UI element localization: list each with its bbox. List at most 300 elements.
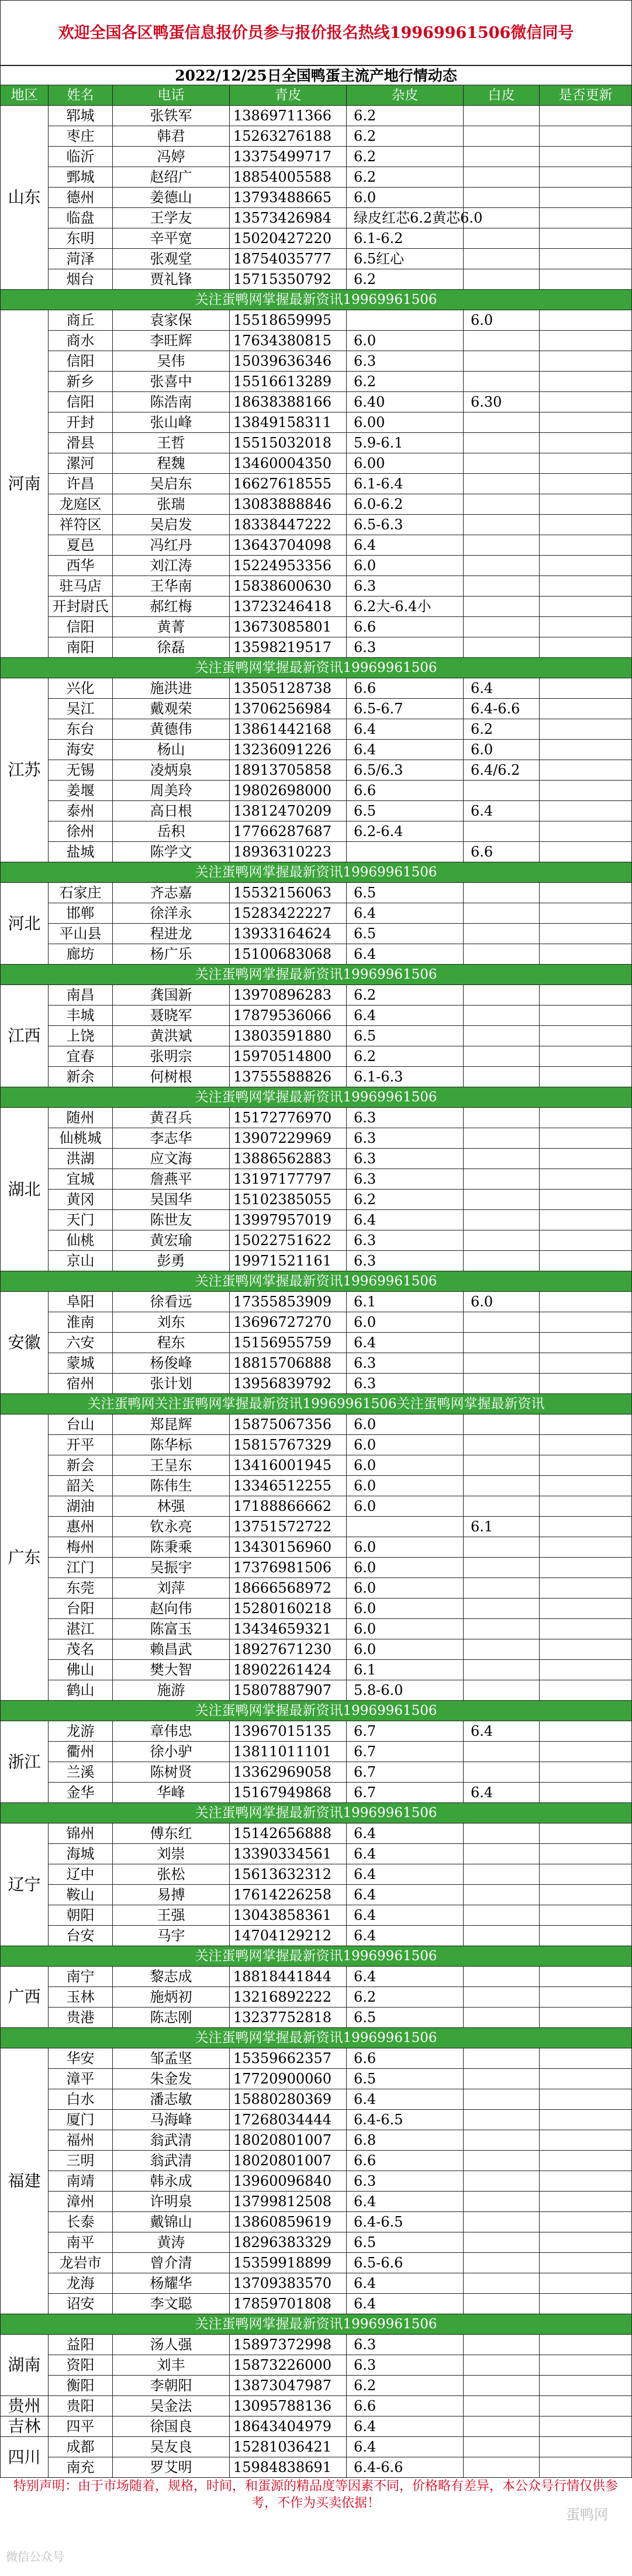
mixed-shell-price <box>464 1844 540 1864</box>
phone[interactable]: 13598219517 <box>230 637 347 658</box>
phone[interactable]: 17634380815 <box>230 331 347 351</box>
white-shell-price <box>540 433 632 453</box>
phone[interactable]: 15102385055 <box>230 1190 347 1210</box>
phone[interactable]: 13849158311 <box>230 412 347 433</box>
mixed-shell-price <box>464 903 540 924</box>
city: 烟台 <box>49 269 113 290</box>
green-shell-price: 6.4-6.5 <box>347 2212 464 2232</box>
table-row <box>1 1353 632 1374</box>
phone[interactable]: 17766287687 <box>230 821 347 842</box>
phone[interactable]: 15100683068 <box>230 944 347 965</box>
reporter-name: 吴振宇 <box>113 1558 230 1578</box>
white-shell-price <box>540 617 632 637</box>
mixed-shell-price <box>464 1599 540 1619</box>
mixed-shell-price <box>464 1619 540 1639</box>
white-shell-price <box>540 188 632 208</box>
white-shell-price <box>540 1680 632 1701</box>
phone[interactable]: 15281036421 <box>230 2437 347 2457</box>
green-shell-price: 6.5 <box>347 2232 464 2253</box>
phone[interactable]: 15515032018 <box>230 433 347 453</box>
table-row <box>1 1046 632 1067</box>
green-shell-price: 6.3 <box>347 1374 464 1394</box>
mixed-shell-price <box>464 2110 540 2130</box>
phone[interactable]: 18638388166 <box>230 392 347 412</box>
phone[interactable]: 17859701808 <box>230 2294 347 2314</box>
city: 石家庄 <box>49 883 113 903</box>
phone[interactable]: 15532156063 <box>230 883 347 903</box>
mixed-shell-price <box>464 2273 540 2294</box>
promo-banner: 关注蛋鸭网掌握最新资讯19969961506 <box>1 658 632 678</box>
phone[interactable]: 15359918899 <box>230 2253 347 2273</box>
green-shell-price: 6.6 <box>347 678 464 699</box>
mixed-shell-price <box>464 2416 540 2437</box>
white-shell-price <box>540 1905 632 1926</box>
phone[interactable]: 18818441844 <box>230 1967 347 1987</box>
table-row <box>1 106 632 126</box>
phone[interactable]: 13434659321 <box>230 1619 347 1639</box>
green-shell-price: 6.0 <box>347 1414 464 1435</box>
table-row <box>1 1149 632 1169</box>
green-shell-price: 6.4 <box>347 740 464 760</box>
white-shell-price <box>540 1292 632 1312</box>
mixed-shell-price <box>464 576 540 597</box>
white-shell-price <box>540 474 632 494</box>
phone[interactable]: 13237752818 <box>230 2008 347 2028</box>
table-row <box>1 2048 632 2069</box>
reporter-name: 刘东 <box>113 1312 230 1333</box>
phone[interactable]: 13803591880 <box>230 1026 347 1046</box>
phone[interactable]: 13346512255 <box>230 1476 347 1496</box>
white-shell-price <box>540 1783 632 1803</box>
phone[interactable]: 17614226258 <box>230 1885 347 1905</box>
phone[interactable]: 18815706888 <box>230 1353 347 1374</box>
phone[interactable]: 15359662357 <box>230 2048 347 2069</box>
phone[interactable]: 13390334561 <box>230 1844 347 1864</box>
reporter-name: 潘志敏 <box>113 2089 230 2110</box>
phone[interactable]: 15263276188 <box>230 126 347 147</box>
table-row <box>1 597 632 617</box>
mixed-shell-price: 6.0 <box>464 1292 540 1312</box>
city: 菏泽 <box>49 249 113 269</box>
city: 淮南 <box>49 1312 113 1333</box>
green-shell-price: 6.5 <box>347 1026 464 1046</box>
mixed-shell-price <box>464 106 540 126</box>
white-shell-price <box>540 883 632 903</box>
phone[interactable]: 15022751622 <box>230 1230 347 1251</box>
table-row <box>1 2396 632 2416</box>
table-row <box>1 1762 632 1783</box>
white-shell-price <box>540 1721 632 1742</box>
phone[interactable]: 18936310223 <box>230 842 347 862</box>
phone[interactable]: 13043858361 <box>230 1905 347 1926</box>
table-row <box>1 1680 632 1701</box>
watermark-source: 微信公众号 <box>6 2550 64 2564</box>
phone[interactable]: 13755588826 <box>230 1067 347 1087</box>
phone[interactable]: 15715350792 <box>230 269 347 290</box>
white-shell-price <box>540 699 632 719</box>
city: 鹤山 <box>49 1680 113 1701</box>
green-shell-price: 6.4 <box>347 2437 464 2457</box>
city: 白水 <box>49 2089 113 2110</box>
reporter-name: 朱金发 <box>113 2069 230 2089</box>
table-row <box>1 2335 632 2355</box>
white-shell-price <box>540 1496 632 1517</box>
table-row <box>1 249 632 269</box>
city: 辽中 <box>49 1864 113 1885</box>
phone[interactable]: 13643704098 <box>230 535 347 556</box>
phone[interactable]: 18643404979 <box>230 2416 347 2437</box>
phone[interactable]: 13960096840 <box>230 2171 347 2192</box>
mixed-shell-price <box>464 228 540 249</box>
green-shell-price: 6.0 <box>347 1455 464 1476</box>
table-row <box>1 2110 632 2130</box>
city: 成都 <box>49 2437 113 2457</box>
province-cell: 河北 <box>1 883 49 965</box>
mixed-shell-price <box>464 535 540 556</box>
table-row <box>1 1496 632 1517</box>
white-shell-price <box>540 924 632 944</box>
phone[interactable]: 13416001945 <box>230 1455 347 1476</box>
white-shell-price <box>540 2396 632 2416</box>
table-row <box>1 2089 632 2110</box>
green-shell-price: 6.7 <box>347 1721 464 1742</box>
white-shell-price <box>540 740 632 760</box>
phone[interactable]: 15172776970 <box>230 1108 347 1128</box>
phone[interactable]: 13430156960 <box>230 1537 347 1558</box>
phone[interactable]: 13673085801 <box>230 617 347 637</box>
city: 商水 <box>49 331 113 351</box>
reporter-name: 张山峰 <box>113 412 230 433</box>
mixed-shell-price <box>464 597 540 617</box>
mixed-shell-price <box>464 1312 540 1333</box>
phone[interactable]: 13696727270 <box>230 1312 347 1333</box>
phone[interactable]: 15156955759 <box>230 1333 347 1353</box>
phone[interactable]: 13197177797 <box>230 1169 347 1190</box>
phone[interactable]: 17268034444 <box>230 2110 347 2130</box>
mixed-shell-price <box>464 2008 540 2028</box>
green-shell-price: 6.4 <box>347 1885 464 1905</box>
mixed-shell-price <box>464 167 540 188</box>
white-shell-price <box>540 106 632 126</box>
city: 随州 <box>49 1108 113 1128</box>
phone[interactable]: 13573426984 <box>230 208 347 228</box>
table-row <box>1 1414 632 1435</box>
green-shell-price: 6.4 <box>347 719 464 740</box>
phone[interactable]: 16627618555 <box>230 474 347 494</box>
mixed-shell-price <box>464 1905 540 1926</box>
reporter-name: 马宇 <box>113 1926 230 1946</box>
reporter-name: 黄宏瑜 <box>113 1230 230 1251</box>
white-shell-price <box>540 1128 632 1149</box>
reporter-name: 徐小驴 <box>113 1742 230 1762</box>
phone[interactable]: 13933164624 <box>230 924 347 944</box>
promo-banner: 关注蛋鸭网掌握最新资讯19969961506 <box>1 1087 632 1108</box>
mixed-shell-price: 6.0 <box>464 740 540 760</box>
white-shell-price <box>540 637 632 658</box>
phone[interactable]: 14704129212 <box>230 1926 347 1946</box>
table-row <box>1 576 632 597</box>
table-row <box>1 1026 632 1046</box>
reporter-name: 汤人强 <box>113 2335 230 2355</box>
phone[interactable]: 18666568972 <box>230 1578 347 1599</box>
phone[interactable]: 18927671230 <box>230 1639 347 1660</box>
phone[interactable]: 15224953356 <box>230 556 347 576</box>
city: 四平 <box>49 2416 113 2437</box>
green-shell-price: 6.2 <box>347 2376 464 2396</box>
reporter-name: 张计划 <box>113 1374 230 1394</box>
green-shell-price: 6.4 <box>347 1864 464 1885</box>
green-shell-price: 6.5-6.3 <box>347 515 464 535</box>
reporter-name: 徐磊 <box>113 637 230 658</box>
phone[interactable]: 18020801007 <box>230 2151 347 2171</box>
col-name: 姓名 <box>49 85 113 106</box>
promo-banner: 关注蛋鸭网掌握最新资讯19969961506 <box>1 1701 632 1721</box>
green-shell-price <box>347 310 464 331</box>
phone[interactable]: 13706256984 <box>230 699 347 719</box>
phone[interactable]: 13362969058 <box>230 1762 347 1783</box>
mixed-shell-price <box>464 1578 540 1599</box>
phone[interactable]: 17355853909 <box>230 1292 347 1312</box>
promo-banner: 关注蛋鸭网关注蛋鸭网掌握最新资讯19969961506关注蛋鸭网掌握最新资讯 <box>1 1394 632 1414</box>
green-shell-price: 6.6 <box>347 781 464 801</box>
phone[interactable]: 15518659995 <box>230 310 347 331</box>
city: 贵港 <box>49 2008 113 2028</box>
reporter-name: 袁家保 <box>113 310 230 331</box>
phone[interactable]: 15897372998 <box>230 2335 347 2355</box>
mixed-shell-price <box>464 1210 540 1230</box>
phone[interactable]: 13970896283 <box>230 985 347 1006</box>
date-line: 2022/12/25日全国鸭蛋主流产地行情动态 <box>1 65 632 85</box>
phone[interactable]: 15142656888 <box>230 1823 347 1844</box>
reporter-name: 翁武清 <box>113 2151 230 2171</box>
province-cell: 吉林 <box>1 2416 49 2437</box>
green-shell-price: 6.4 <box>347 2416 464 2437</box>
phone[interactable]: 13236091226 <box>230 740 347 760</box>
mixed-shell-price <box>464 249 540 269</box>
reporter-name: 施洪进 <box>113 678 230 699</box>
white-shell-price <box>540 249 632 269</box>
mixed-shell-price: 6.4 <box>464 1783 540 1803</box>
phone[interactable]: 15815767329 <box>230 1435 347 1455</box>
table-row <box>1 147 632 167</box>
mixed-shell-price <box>464 1987 540 2008</box>
phone[interactable]: 19802698000 <box>230 781 347 801</box>
table-row <box>1 1823 632 1844</box>
green-shell-price: 6.3 <box>347 1169 464 1190</box>
white-shell-price <box>540 1006 632 1026</box>
phone[interactable]: 15039636346 <box>230 351 347 372</box>
green-shell-price: 6.4 <box>347 1926 464 1946</box>
phone[interactable]: 15880280369 <box>230 2089 347 2110</box>
mixed-shell-price <box>464 2069 540 2089</box>
mixed-shell-price <box>464 2253 540 2273</box>
phone[interactable]: 13861442168 <box>230 719 347 740</box>
city: 无锡 <box>49 760 113 781</box>
phone[interactable]: 13967015135 <box>230 1721 347 1742</box>
white-shell-price <box>540 760 632 781</box>
table-row <box>1 208 632 228</box>
phone[interactable]: 15873226000 <box>230 2355 347 2376</box>
col-mixed-shell: 杂皮 <box>347 85 464 106</box>
mixed-shell-price: 6.4 <box>464 1721 540 1742</box>
phone[interactable]: 15613632312 <box>230 1864 347 1885</box>
phone[interactable]: 18902261424 <box>230 1660 347 1680</box>
phone[interactable]: 15970514800 <box>230 1046 347 1067</box>
table-row <box>1 1067 632 1087</box>
table-row <box>1 1721 632 1742</box>
city: 驻马店 <box>49 576 113 597</box>
phone[interactable]: 13709383570 <box>230 2273 347 2294</box>
green-shell-price: 6.4 <box>347 535 464 556</box>
phone[interactable]: 13907229969 <box>230 1128 347 1149</box>
table-row <box>1 1312 632 1333</box>
phone[interactable]: 15984838691 <box>230 2457 347 2478</box>
phone[interactable]: 17188866662 <box>230 1496 347 1517</box>
white-shell-price <box>540 842 632 862</box>
phone[interactable]: 15167949868 <box>230 1783 347 1803</box>
green-shell-price: 6.8 <box>347 2130 464 2151</box>
green-shell-price: 6.0 <box>347 556 464 576</box>
city: 资阳 <box>49 2355 113 2376</box>
phone[interactable]: 13793488665 <box>230 188 347 208</box>
mixed-shell-price <box>464 1128 540 1149</box>
city: 宜春 <box>49 1046 113 1067</box>
phone[interactable]: 13723246418 <box>230 597 347 617</box>
green-shell-price: 6.6 <box>347 2151 464 2171</box>
reporter-name: 王华南 <box>113 576 230 597</box>
phone[interactable]: 18754035777 <box>230 249 347 269</box>
reporter-name: 徐洋永 <box>113 903 230 924</box>
phone[interactable]: 15838600630 <box>230 576 347 597</box>
phone[interactable]: 15283422227 <box>230 903 347 924</box>
reporter-name: 陈秉乘 <box>113 1537 230 1558</box>
phone[interactable]: 18020801007 <box>230 2130 347 2151</box>
table-row <box>1 1210 632 1230</box>
phone[interactable]: 15875067356 <box>230 1414 347 1435</box>
green-shell-price: 6.4 <box>347 2089 464 2110</box>
mixed-shell-price <box>464 1680 540 1701</box>
white-shell-price <box>540 556 632 576</box>
phone[interactable]: 18854005588 <box>230 167 347 188</box>
mixed-shell-price <box>464 1885 540 1905</box>
green-shell-price: 6.2 <box>347 985 464 1006</box>
city: 新会 <box>49 1455 113 1476</box>
reporter-name: 郑昆辉 <box>113 1414 230 1435</box>
green-shell-price: 6.1 <box>347 1292 464 1312</box>
green-shell-price: 6.4 <box>347 1823 464 1844</box>
mixed-shell-price <box>464 556 540 576</box>
phone[interactable]: 13873047987 <box>230 2376 347 2396</box>
white-shell-price <box>540 208 632 228</box>
promo-banner: 关注蛋鸭网掌握最新资讯19969961506 <box>1 1271 632 1292</box>
phone[interactable]: 15807887907 <box>230 1680 347 1701</box>
phone[interactable]: 13751572722 <box>230 1517 347 1537</box>
phone[interactable]: 13216892222 <box>230 1987 347 2008</box>
white-shell-price <box>540 2232 632 2253</box>
mixed-shell-price: 6.30 <box>464 392 540 412</box>
table-row <box>1 1885 632 1905</box>
reporter-name: 贾礼锋 <box>113 269 230 290</box>
green-shell-price: 6.4-6.5 <box>347 2110 464 2130</box>
reporter-name: 辛平宽 <box>113 228 230 249</box>
phone[interactable]: 13886562883 <box>230 1149 347 1169</box>
phone[interactable]: 13799812508 <box>230 2192 347 2212</box>
watermark: 蛋鸭网 <box>566 2506 608 2523</box>
table-row <box>1 719 632 740</box>
phone[interactable]: 15280160218 <box>230 1599 347 1619</box>
white-shell-price <box>540 392 632 412</box>
reporter-name: 杨俊峰 <box>113 1353 230 1374</box>
green-shell-price: 6.7 <box>347 1762 464 1783</box>
phone[interactable]: 15020427220 <box>230 228 347 249</box>
green-shell-price: 6.3 <box>347 351 464 372</box>
city: 龙岩市 <box>49 2253 113 2273</box>
white-shell-price <box>540 2110 632 2130</box>
phone[interactable]: 13956839792 <box>230 1374 347 1394</box>
phone[interactable]: 13095788136 <box>230 2396 347 2416</box>
phone[interactable]: 17720900060 <box>230 2069 347 2089</box>
city: 长泰 <box>49 2212 113 2232</box>
phone[interactable]: 13460004350 <box>230 453 347 474</box>
table-row <box>1 1251 632 1271</box>
white-shell-price <box>540 331 632 351</box>
phone[interactable]: 13505128738 <box>230 678 347 699</box>
table-row <box>1 678 632 699</box>
reporter-name: 杨山 <box>113 740 230 760</box>
table-row <box>1 1926 632 1946</box>
table-row <box>1 2437 632 2457</box>
green-shell-price: 6.4 <box>347 1333 464 1353</box>
mixed-shell-price <box>464 2294 540 2314</box>
phone[interactable]: 17879536066 <box>230 1006 347 1026</box>
phone[interactable]: 18913705858 <box>230 760 347 781</box>
reporter-name: 张观堂 <box>113 249 230 269</box>
reporter-name: 邹孟坚 <box>113 2048 230 2069</box>
phone[interactable]: 13997957019 <box>230 1210 347 1230</box>
phone[interactable]: 15516613289 <box>230 372 347 392</box>
green-shell-price: 6.0 <box>347 1619 464 1639</box>
green-shell-price: 5.8-6.0 <box>347 1680 464 1701</box>
table-row <box>1 781 632 801</box>
table-row <box>1 1660 632 1680</box>
phone[interactable]: 18338447222 <box>230 515 347 535</box>
phone[interactable]: 18296383329 <box>230 2232 347 2253</box>
phone[interactable]: 17376981506 <box>230 1558 347 1578</box>
green-shell-price: 6.2 <box>347 1190 464 1210</box>
phone[interactable]: 13812470209 <box>230 801 347 821</box>
city: 华安 <box>49 2048 113 2069</box>
phone[interactable]: 13869711366 <box>230 106 347 126</box>
mixed-shell-price <box>464 494 540 515</box>
green-shell-price <box>347 842 464 862</box>
phone[interactable]: 13860859619 <box>230 2212 347 2232</box>
white-shell-price <box>540 1312 632 1333</box>
green-shell-price: 6.5/6.3 <box>347 760 464 781</box>
green-shell-price: 6.3 <box>347 1108 464 1128</box>
phone[interactable]: 13811011101 <box>230 1742 347 1762</box>
table-row <box>1 494 632 515</box>
province-cell: 山东 <box>1 106 49 290</box>
city: 鞍山 <box>49 1885 113 1905</box>
table-row <box>1 433 632 453</box>
phone[interactable]: 19971521161 <box>230 1251 347 1271</box>
phone[interactable]: 13083888846 <box>230 494 347 515</box>
phone[interactable]: 13375499717 <box>230 147 347 167</box>
mixed-shell-price <box>464 1823 540 1844</box>
table-row <box>1 372 632 392</box>
green-shell-price: 6.2大-6.4小 <box>347 597 464 617</box>
white-shell-price <box>540 2355 632 2376</box>
